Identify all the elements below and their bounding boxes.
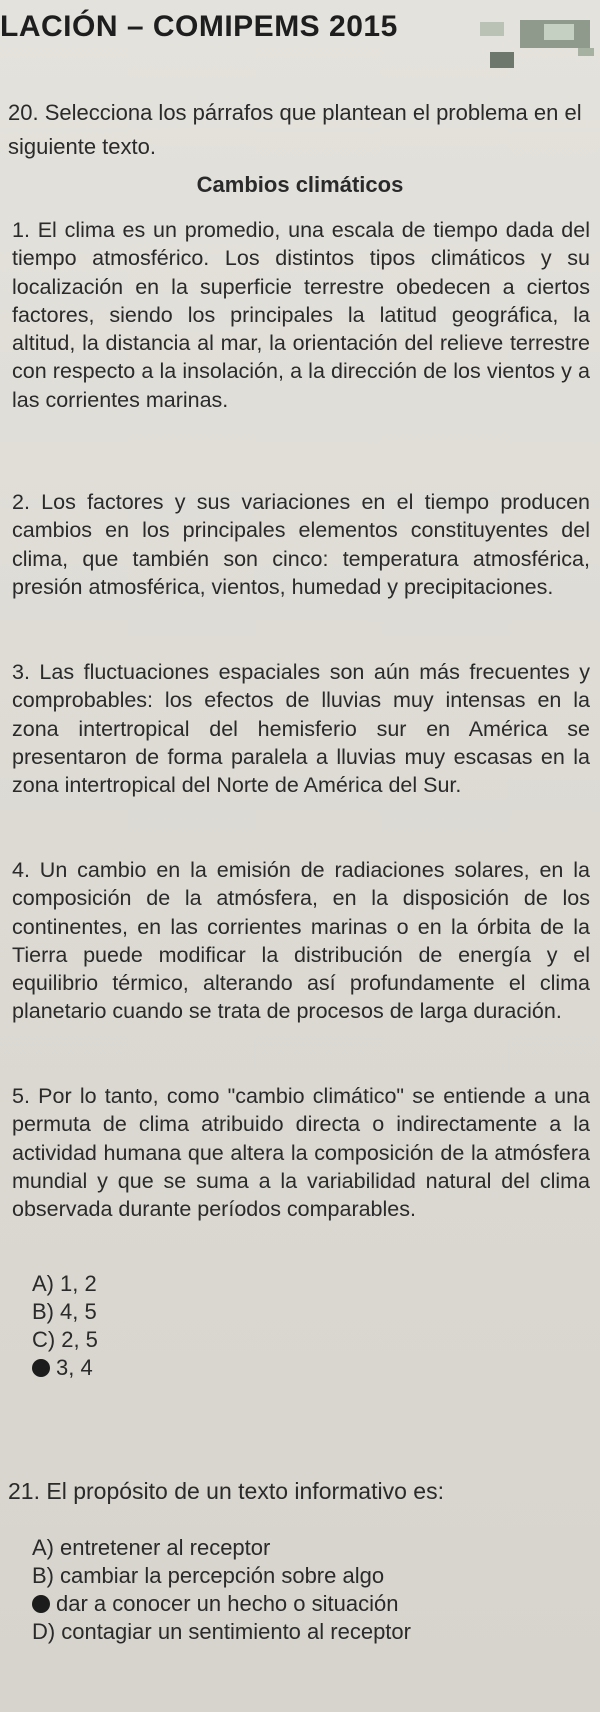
q20-option-d-selected[interactable] — [32, 1354, 93, 1382]
option-text: cambiar la percepción sobre algo — [60, 1563, 385, 1588]
page-header: LACIÓN – COMIPEMS 2015 — [0, 10, 398, 43]
filled-answer-mark-icon — [32, 1595, 50, 1613]
option-text: 4, 5 — [60, 1299, 97, 1324]
q20-option-a[interactable] — [32, 1270, 97, 1298]
q21-option-b[interactable] — [32, 1562, 384, 1590]
q21-option-a[interactable] — [32, 1534, 270, 1562]
paragraph-3: 3. Las fluctuaciones espaciales son aún más frecuentes y comprobables: los efectos de lluvias muy intensas en la zona intertropical del hemisferio sur en América se presentaron de forma paralela a lluvias muy escasas en la zona intertropical del Norte de América del Sur. — [12, 660, 590, 798]
option-letter: C) — [32, 1327, 56, 1352]
option-text: dar a conocer un hecho o situación — [56, 1591, 399, 1616]
question-20-prompt: 20. Selecciona los párrafos que plantean el problema en el siguiente texto. — [8, 100, 582, 159]
q20-option-b[interactable] — [32, 1298, 97, 1326]
corner-decoration-icon — [460, 18, 600, 78]
question-21-prompt: 21. El propósito de un texto informativo es: — [8, 1478, 444, 1504]
q20-option-c[interactable] — [32, 1326, 98, 1354]
paragraph-4: 4. Un cambio en la emisión de radiaciones solares, en la composición de la atmósfera, en la disposición de los continentes, en las corrientes marinas o en la órbita de la Tierra puede modificar la distribución de energía y el equilibrio térmico, alterando así profundamente el clima planetario cuando se trata de procesos de larga duración. — [12, 858, 590, 1024]
filled-answer-mark-icon — [32, 1359, 50, 1377]
option-letter: D) — [32, 1619, 56, 1644]
option-text: 3, 4 — [56, 1355, 93, 1380]
option-text: entretener al receptor — [60, 1535, 271, 1560]
paragraph-1: 1. El clima es un promedio, una escala de tiempo dada del tiempo atmosférico. Los distintos tipos climáticos y su localización en la superficie terrestre obedecen a ciertos factores, siendo los principales la latitud geográfica, la altitud, la distancia al mar, la orientación del relieve terrestre con respecto a la insolación, a la dirección de los vientos y a las corrientes marinas. — [12, 218, 590, 412]
option-letter: A) — [32, 1535, 54, 1560]
q21-option-d[interactable] — [32, 1618, 411, 1646]
paragraph-5: 5. Por lo tanto, como "cambio climático" se entiende a una permuta de clima atribuido directa o indirectamente a la actividad humana que altera la composición de la atmósfera mundial y que se suma a la variabilidad natural del clima observada durante períodos comparables. — [12, 1084, 590, 1222]
option-text: contagiar un sentimiento al receptor — [61, 1619, 411, 1644]
q21-option-c-selected[interactable] — [32, 1590, 398, 1618]
text-title: Cambios climáticos — [196, 172, 404, 197]
option-text: 2, 5 — [61, 1327, 98, 1352]
option-letter: B) — [32, 1563, 54, 1588]
option-text: 1, 2 — [60, 1271, 97, 1296]
paragraph-2: 2. Los factores y sus variaciones en el tiempo producen cambios en los principales elementos constituyentes del clima, que también son cinco: temperatura atmosférica, presión atmosférica, vientos, humedad y precipitaciones. — [12, 490, 590, 599]
option-letter: A) — [32, 1271, 54, 1296]
option-letter: B) — [32, 1299, 54, 1324]
